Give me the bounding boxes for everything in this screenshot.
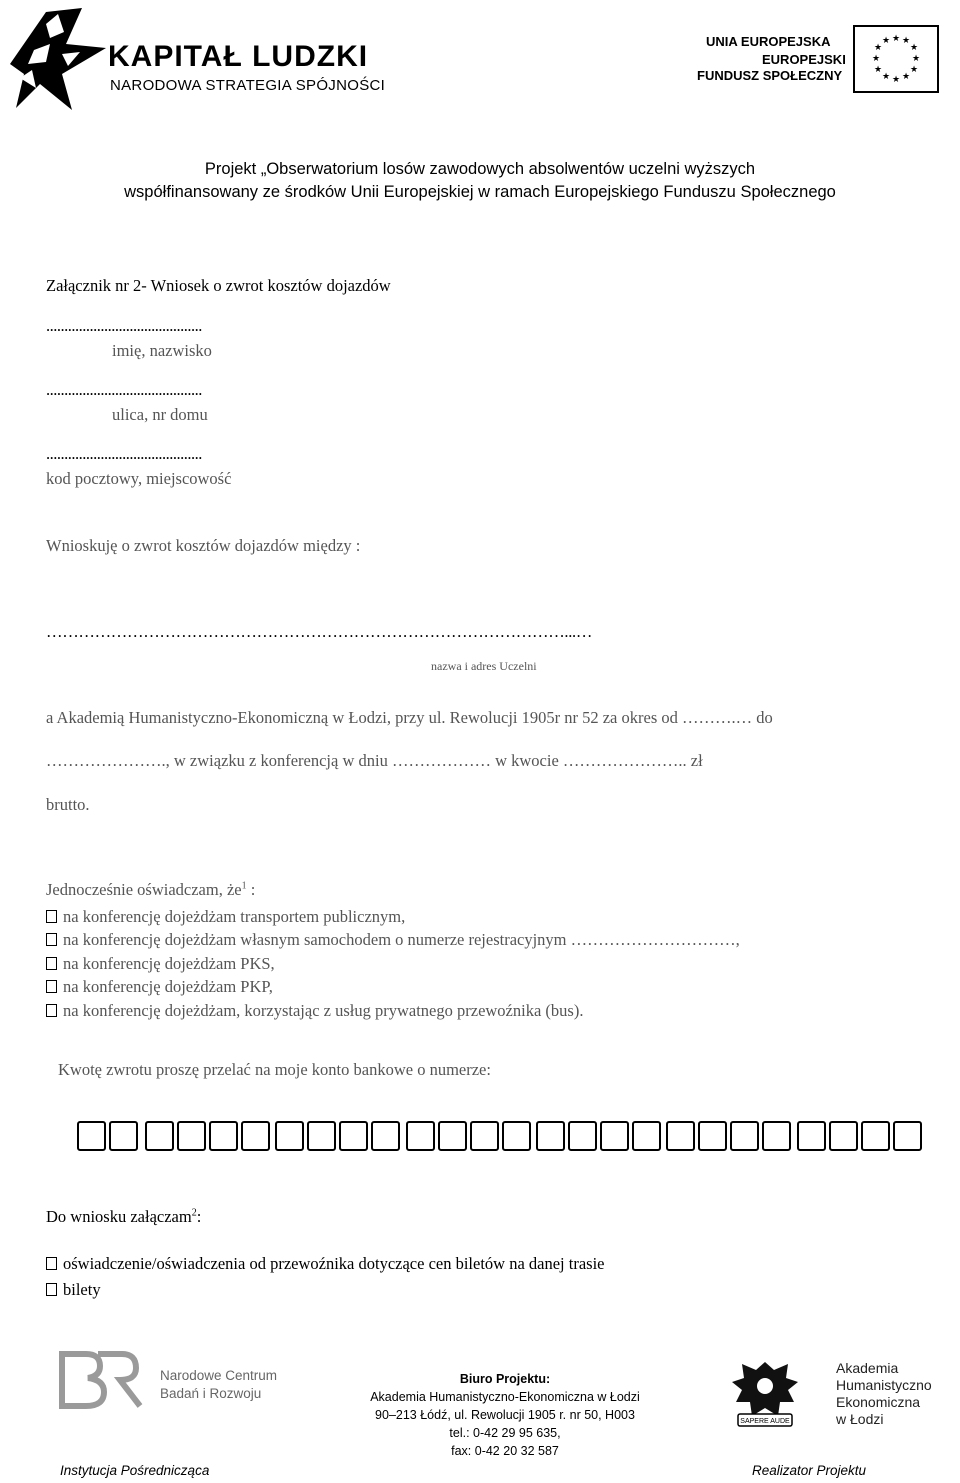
account-group-2[interactable] <box>145 1121 273 1153</box>
svg-text:★: ★ <box>911 54 921 64</box>
account-group-3[interactable] <box>275 1121 403 1153</box>
transport-options <box>46 905 740 1022</box>
university-label: nazwa i adres Uczelni <box>431 659 537 673</box>
option-pks[interactable]: na konferencję dojeżdżam PKS, <box>46 952 740 975</box>
street-label: ulica, nr domu <box>112 405 208 424</box>
account-text: Kwotę zwrotu proszę przelać na moje konto bankowe o numerze: <box>58 1060 491 1079</box>
office-title: Biuro Projektu: <box>459 1372 551 1386</box>
account-group-7[interactable] <box>797 1121 925 1153</box>
svg-text:★: ★ <box>909 43 919 53</box>
emblem-motto: SAPERE AUDE <box>740 1418 790 1425</box>
ue-line-1: UNIA EUROPEJSKA <box>706 34 831 49</box>
option-public-transport[interactable]: na konferencję dojeżdżam transportem publicznym, <box>46 905 740 928</box>
office-fax: fax: 0-42 20 32 587 <box>451 1444 559 1458</box>
option-own-car[interactable]: na konferencję dojeżdżam własnym samochodem o numerze rejestracyjnym …………………………, <box>46 928 740 951</box>
office-phone: tel.: 0-42 29 95 635, <box>449 1426 561 1440</box>
form-title: Załącznik nr 2- Wniosek o zwrot kosztów dojazdów <box>46 276 391 295</box>
postcode-label: kod pocztowy, miejscowość <box>46 469 232 488</box>
account-digit-box[interactable] <box>145 1121 174 1151</box>
account-digit-box[interactable] <box>109 1121 138 1151</box>
svg-text:★: ★ <box>873 65 883 75</box>
ncbr-name: Narodowe Centrum Badań i Rozwoju <box>160 1368 278 1401</box>
account-group-6[interactable] <box>666 1121 794 1153</box>
checkbox-icon[interactable] <box>46 957 57 970</box>
account-digit-box[interactable] <box>797 1121 826 1151</box>
account-digit-box[interactable] <box>666 1121 695 1151</box>
checkbox-icon[interactable] <box>46 1257 57 1270</box>
account-digit-box[interactable] <box>177 1121 206 1151</box>
street-dots: ........................................... <box>46 380 202 399</box>
kapital-ludzki-subtitle: NARODOWA STRATEGIA SPÓJNOŚCI <box>110 77 386 94</box>
project-title-line-2: współfinansowany ze środków Unii Europejskiej w ramach Europejskiego Funduszu Społecznego <box>124 183 836 201</box>
declaration-prefix: Jednocześnie oświadczam, że <box>46 880 242 899</box>
attachment-tickets[interactable]: bilety <box>46 1277 605 1303</box>
option-pkp[interactable]: na konferencję dojeżdżam PKP, <box>46 975 740 998</box>
account-digit-box[interactable] <box>536 1121 565 1151</box>
account-digit-box[interactable] <box>502 1121 531 1151</box>
account-digit-box[interactable] <box>762 1121 791 1151</box>
project-office-info <box>330 1370 680 1460</box>
account-digit-box[interactable] <box>470 1121 499 1151</box>
eu-flag-icon <box>853 25 939 93</box>
declaration-heading <box>46 880 255 900</box>
svg-text:★: ★ <box>909 65 919 75</box>
account-digit-box[interactable] <box>438 1121 467 1151</box>
account-digit-box[interactable] <box>861 1121 890 1151</box>
intermediate-institution-caption: Instytucja Pośrednicząca <box>60 1463 210 1478</box>
account-group-5[interactable] <box>536 1121 664 1153</box>
account-digit-box[interactable] <box>829 1121 858 1151</box>
checkbox-icon[interactable] <box>46 910 57 923</box>
account-digit-box[interactable] <box>339 1121 368 1151</box>
brutto-text: brutto. <box>46 795 90 814</box>
svg-text:★: ★ <box>891 75 901 85</box>
checkbox-icon[interactable] <box>46 933 57 946</box>
project-title-line-1: Projekt „Obserwatorium losów zawodowych absolwentów uczelni wyższych <box>204 160 756 178</box>
name-label: imię, nazwisko <box>112 341 212 360</box>
attachment-carrier-statement[interactable]: oświadczenie/oświadczenia od przewoźnika dotyczące cen biletów na danej trasie <box>46 1251 605 1277</box>
account-digit-box[interactable] <box>406 1121 435 1151</box>
account-digit-box[interactable] <box>600 1121 629 1151</box>
option-private-bus[interactable]: na konferencję dojeżdżam, korzystając z usług prywatnego przewoźnika (bus). <box>46 999 740 1022</box>
conference-line: …………………., w związku z konferencją w dniu ……………… w kwocie ………………….. zł <box>46 751 703 770</box>
account-digit-box[interactable] <box>77 1121 106 1151</box>
declaration-suffix: : <box>246 880 256 899</box>
footnote-1: 1 <box>241 880 247 892</box>
office-address: 90–213 Łódź, ul. Rewolucji 1905 r. nr 50, H003 <box>375 1408 635 1422</box>
account-digit-box[interactable] <box>307 1121 336 1151</box>
svg-text:★: ★ <box>901 36 911 46</box>
account-group-4[interactable] <box>406 1121 534 1153</box>
account-digit-box[interactable] <box>893 1121 922 1151</box>
attachments-heading: Do wniosku załączam$^2$: <box>46 1207 202 1226</box>
svg-text:★: ★ <box>871 54 881 64</box>
request-text: Wnioskuję o zwrot kosztów dojazdów między : <box>46 536 361 555</box>
footnote-2: 2 <box>191 1207 197 1219</box>
name-dots: ........................................... <box>46 316 202 335</box>
checkbox-icon[interactable] <box>46 1004 57 1017</box>
checkbox-icon[interactable] <box>46 1283 57 1296</box>
project-implementer-caption: Realizator Projektu <box>752 1463 867 1478</box>
account-group-1[interactable] <box>77 1121 141 1153</box>
svg-text:★: ★ <box>881 72 891 82</box>
period-line: a Akademią Humanistyczno-Ekonomiczną w Łodzi, przy ul. Rewolucji 1905r nr 52 za okres od ……….… do <box>46 708 773 727</box>
ue-line-2: EUROPEJSKI <box>762 52 846 67</box>
svg-text:★: ★ <box>891 34 901 44</box>
ahe-eagle-emblem-icon <box>728 1356 802 1432</box>
account-digit-box[interactable] <box>632 1121 661 1151</box>
svg-text:★: ★ <box>901 72 911 82</box>
ue-line-3: FUNDUSZ SPOŁECZNY <box>697 68 843 83</box>
svg-text:★: ★ <box>873 43 883 53</box>
account-digit-box[interactable] <box>275 1121 304 1151</box>
attachments-list <box>46 1251 605 1303</box>
kapital-ludzki-title: KAPITAŁ LUDZKI <box>108 40 369 73</box>
ahe-name: Akademia Humanistyczno Ekonomiczna w Łodzi <box>836 1360 932 1427</box>
account-digit-box[interactable] <box>371 1121 400 1151</box>
checkbox-icon[interactable] <box>46 980 57 993</box>
svg-text:★: ★ <box>881 36 891 46</box>
account-digit-box[interactable] <box>730 1121 759 1151</box>
account-digit-box[interactable] <box>568 1121 597 1151</box>
postcode-dots: ........................................... <box>46 444 202 463</box>
kapital-ludzki-star-icon <box>6 4 116 114</box>
office-name: Akademia Humanistyczno-Ekonomiczna w Łodzi <box>370 1390 640 1404</box>
university-dots: ……………………………………………………………………………………...… <box>46 622 593 641</box>
account-digit-box[interactable] <box>698 1121 727 1151</box>
account-digit-box[interactable] <box>209 1121 238 1151</box>
account-digit-box[interactable] <box>241 1121 270 1151</box>
